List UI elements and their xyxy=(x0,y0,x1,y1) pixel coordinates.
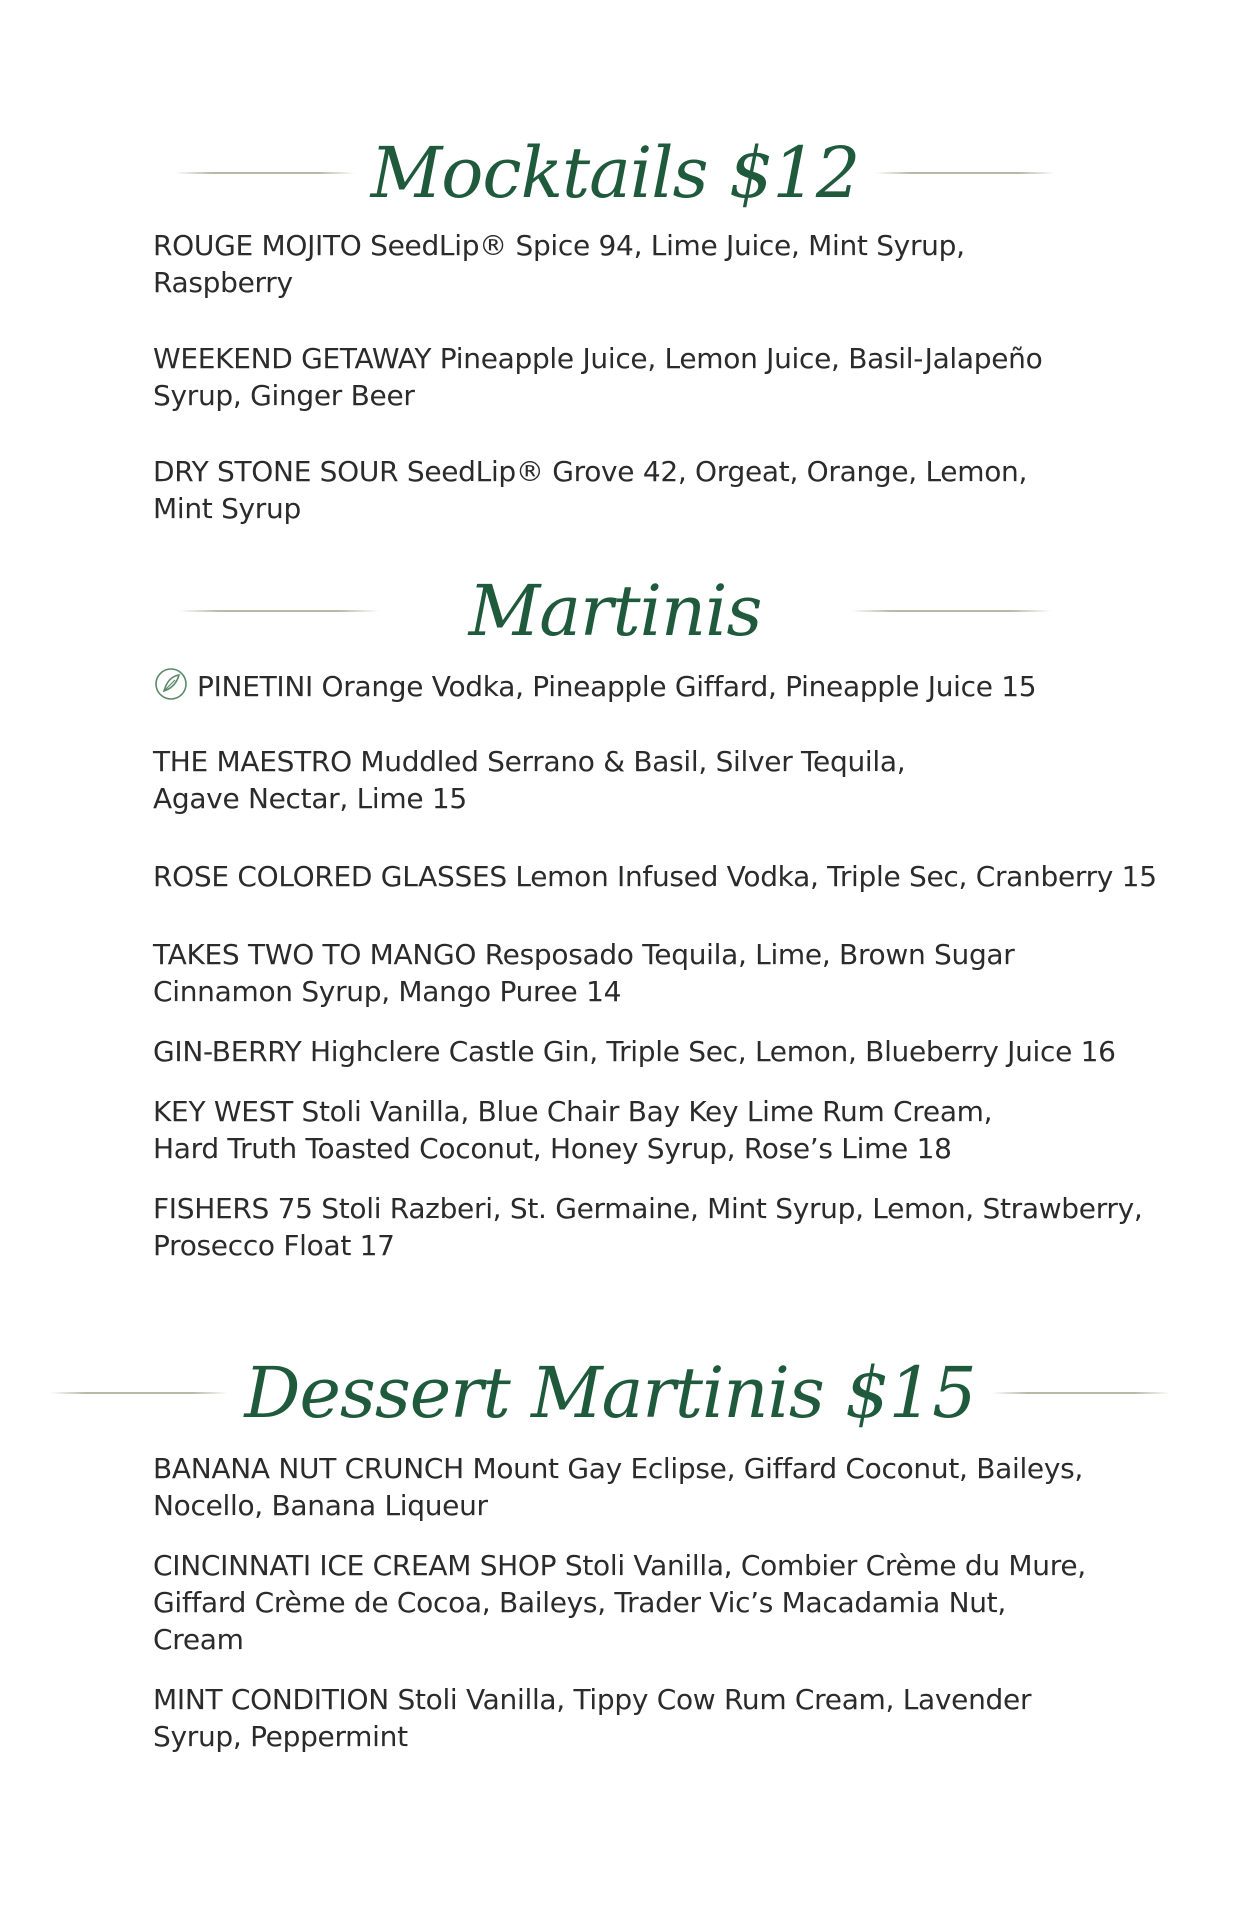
menu-item-mint-condition: MINT CONDITION Stoli Vanilla, Tippy Cow Rum Cream, Lavender Syrup, Peppermint xyxy=(153,1683,1032,1753)
menu-item-rose-colored-glasses: ROSE COLORED GLASSES Lemon Infused Vodka, Triple Sec, Cranberry 15 xyxy=(153,860,1157,893)
martinis-title: Martinis xyxy=(468,570,762,652)
dessert-martinis-title: Dessert Martinis $15 xyxy=(244,1352,976,1434)
menu-item-cincinnati-ice-cream-shop: CINCINNATI ICE CREAM SHOP Stoli Vanilla, Combier Crème du Mure, Giffard Crème de Cocoa, Baileys, Trader Vic’s Macadamia Nut, Cream xyxy=(153,1549,1086,1656)
mocktails-heading-row xyxy=(175,132,1055,214)
menu-item-dry-stone-sour: DRY STONE SOUR SeedLip® Grove 42, Orgeat, Orange, Lemon, Mint Syrup xyxy=(153,455,1028,525)
menu-item-banana-nut-crunch: BANANA NUT CRUNCH Mount Gay Eclipse, Giffard Coconut, Baileys, Nocello, Banana Liqueur xyxy=(153,1452,1084,1522)
divider-right xyxy=(851,610,1051,612)
menu-item-pinetini: PINETINI Orange Vodka, Pineapple Giffard, Pineapple Juice 15 xyxy=(153,666,1036,705)
menu-item-weekend-getaway: WEEKEND GETAWAY Pineapple Juice, Lemon Juice, Basil-Jalapeño Syrup, Ginger Beer xyxy=(153,342,1043,412)
menu-item-takes-two-to-mango: TAKES TWO TO MANGO Resposado Tequila, Lime, Brown Sugar Cinnamon Syrup, Mango Puree 14 xyxy=(153,938,1015,1008)
menu-item-key-west: KEY WEST Stoli Vanilla, Blue Chair Bay Key Lime Rum Cream, Hard Truth Toasted Coconut, Honey Syrup, Rose’s Lime 18 xyxy=(153,1095,993,1165)
martinis-heading-row xyxy=(175,570,1055,652)
divider-left xyxy=(50,1392,228,1394)
divider-left xyxy=(179,610,379,612)
divider-right xyxy=(992,1392,1170,1394)
mocktails-title: Mocktails $12 xyxy=(370,132,860,214)
menu-item-gin-berry: GIN-BERRY Highclere Castle Gin, Triple Sec, Lemon, Blueberry Juice 16 xyxy=(153,1035,1116,1068)
divider-left xyxy=(175,172,355,174)
divider-right xyxy=(875,172,1055,174)
menu-item-rouge-mojito: ROUGE MOJITO SeedLip® Spice 94, Lime Juice, Mint Syrup, Raspberry xyxy=(153,229,965,299)
menu-item-fishers-75: FISHERS 75 Stoli Razberi, St. Germaine, Mint Syrup, Lemon, Strawberry, Prosecco Float 17 xyxy=(153,1192,1143,1262)
leaf-logo-icon xyxy=(153,666,189,702)
menu-item-the-maestro: THE MAESTRO Muddled Serrano & Basil, Silver Tequila, Agave Nectar, Lime 15 xyxy=(153,745,906,815)
dessert-heading-row xyxy=(50,1352,1170,1434)
